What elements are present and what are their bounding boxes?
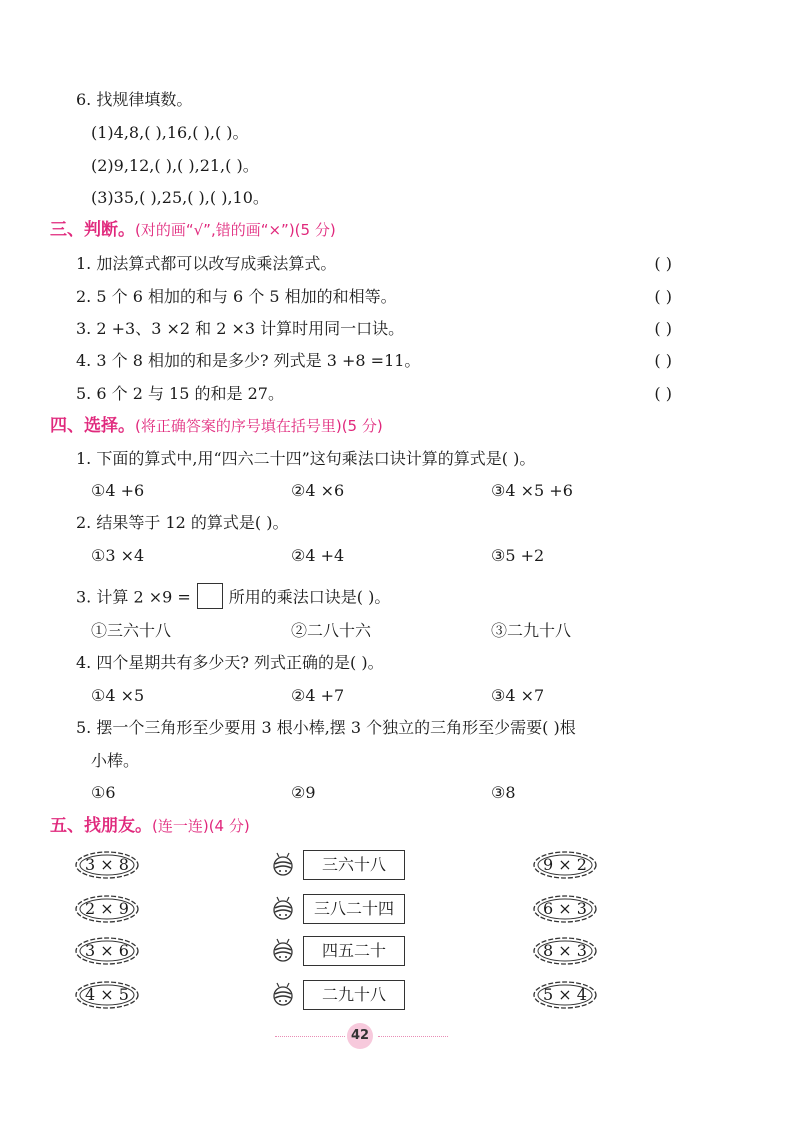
judge-row-4	[76, 353, 672, 369]
answer-paren[interactable]: ( )	[654, 384, 672, 403]
choice-question-1: 1. 下面的算式中,用“四六二十四”这句乘法口诀计算的算式是( )。	[76, 449, 536, 468]
choice-option[interactable]: ②9	[291, 783, 316, 802]
phrase-box[interactable]: 三八二十四	[303, 894, 405, 924]
right-card[interactable]	[532, 980, 598, 1010]
choice-question-5: 5. 摆一个三角形至少要用 3 根小棒,摆 3 个独立的三角形至少需要( )根	[76, 718, 576, 737]
section4-title: 四、选择。	[50, 416, 135, 436]
choice-option[interactable]: ②4 +4	[291, 546, 345, 565]
left-card[interactable]	[74, 850, 140, 880]
phrase-box[interactable]: 二九十八	[303, 980, 405, 1010]
question-text: 所用的乘法口诀是( )。	[228, 587, 391, 607]
card-label: 9 × 2	[543, 855, 587, 874]
choice-option[interactable]: ③二九十八	[491, 621, 572, 640]
answer-paren[interactable]: ( )	[654, 351, 672, 370]
q6-item-2: (2)9,12,( ),( ),21,( )。	[91, 156, 259, 175]
judge-row-2	[76, 289, 672, 305]
choice-option[interactable]: ②4 ×6	[291, 481, 345, 500]
section5-title: 五、找朋友。	[50, 816, 152, 836]
choice-question-5-line2: 小棒。	[91, 751, 140, 770]
judge-statement: 1. 加法算式都可以改写成乘法算式。	[76, 254, 337, 273]
question-text: 3. 计算 2 ×9 =	[76, 587, 191, 607]
choice-option[interactable]: ③4 ×7	[491, 686, 545, 705]
right-card[interactable]	[532, 894, 598, 924]
choice-option[interactable]: ③5 +2	[491, 546, 545, 565]
choice-option[interactable]: ①三六十八	[91, 621, 172, 640]
judge-row-5	[76, 386, 672, 402]
choice-option[interactable]: ①4 ×5	[91, 686, 145, 705]
section5-note: (连一连)(4 分)	[152, 817, 250, 835]
choice-question-4: 4. 四个星期共有多少天? 列式正确的是( )。	[76, 653, 384, 672]
card-label: 4 × 5	[85, 985, 129, 1004]
choice-option[interactable]: ①6	[91, 783, 116, 802]
card-label: 3 × 6	[85, 941, 129, 960]
card-label: 2 × 9	[85, 899, 129, 918]
choice-option[interactable]: ①3 ×4	[91, 546, 145, 565]
left-card[interactable]	[74, 980, 140, 1010]
choice-option[interactable]: ①4 +6	[91, 481, 145, 500]
answer-paren[interactable]: ( )	[654, 287, 672, 306]
choice-question-2: 2. 结果等于 12 的算式是( )。	[76, 513, 289, 532]
section3-heading	[50, 222, 336, 239]
choice-option[interactable]: ③8	[491, 783, 516, 802]
choice-option[interactable]: ②4 +7	[291, 686, 345, 705]
phrase-box[interactable]: 三六十八	[303, 850, 405, 880]
answer-paren[interactable]: ( )	[654, 319, 672, 338]
bee-icon	[270, 895, 296, 921]
judge-row-1	[76, 256, 672, 272]
judge-statement: 4. 3 个 8 相加的和是多少? 列式是 3 +8 =11。	[76, 351, 421, 370]
left-card[interactable]	[74, 894, 140, 924]
q6-item-1: (1)4,8,( ),16,( ),( )。	[91, 123, 249, 142]
bee-icon	[270, 937, 296, 963]
card-label: 6 × 3	[543, 899, 587, 918]
judge-statement: 2. 5 个 6 相加的和与 6 个 5 相加的和相等。	[76, 287, 397, 306]
judge-row-3	[76, 321, 672, 337]
answer-box[interactable]	[197, 583, 223, 609]
section4-note: (将正确答案的序号填在括号里)(5 分)	[135, 417, 383, 435]
right-card[interactable]	[532, 936, 598, 966]
left-card[interactable]	[74, 936, 140, 966]
section3-title: 三、判断。	[50, 220, 135, 240]
judge-statement: 5. 6 个 2 与 15 的和是 27。	[76, 384, 284, 403]
bee-icon	[270, 981, 296, 1007]
choice-option[interactable]: ②二八十六	[291, 621, 372, 640]
section4-heading	[50, 418, 383, 435]
answer-paren[interactable]: ( )	[654, 254, 672, 273]
q6-item-3: (3)35,( ),25,( ),( ),10。	[91, 188, 269, 207]
judge-statement: 3. 2 +3、3 ×2 和 2 ×3 计算时用同一口诀。	[76, 319, 405, 338]
footer-divider	[275, 1036, 345, 1037]
section3-note: (对的画“√”,错的画“×”)(5 分)	[135, 221, 336, 239]
bee-icon	[270, 851, 296, 877]
choice-option[interactable]: ③4 ×5 +6	[491, 481, 573, 500]
right-card[interactable]	[532, 850, 598, 880]
choice-question-3	[76, 585, 390, 611]
phrase-box[interactable]: 四五二十	[303, 936, 405, 966]
card-label: 3 × 8	[85, 855, 129, 874]
card-label: 5 × 4	[543, 985, 587, 1004]
card-label: 8 × 3	[543, 941, 587, 960]
section5-heading	[50, 818, 250, 835]
q6-title: 6. 找规律填数。	[76, 90, 193, 109]
page-number: 42	[347, 1023, 373, 1049]
footer-divider	[378, 1036, 448, 1037]
